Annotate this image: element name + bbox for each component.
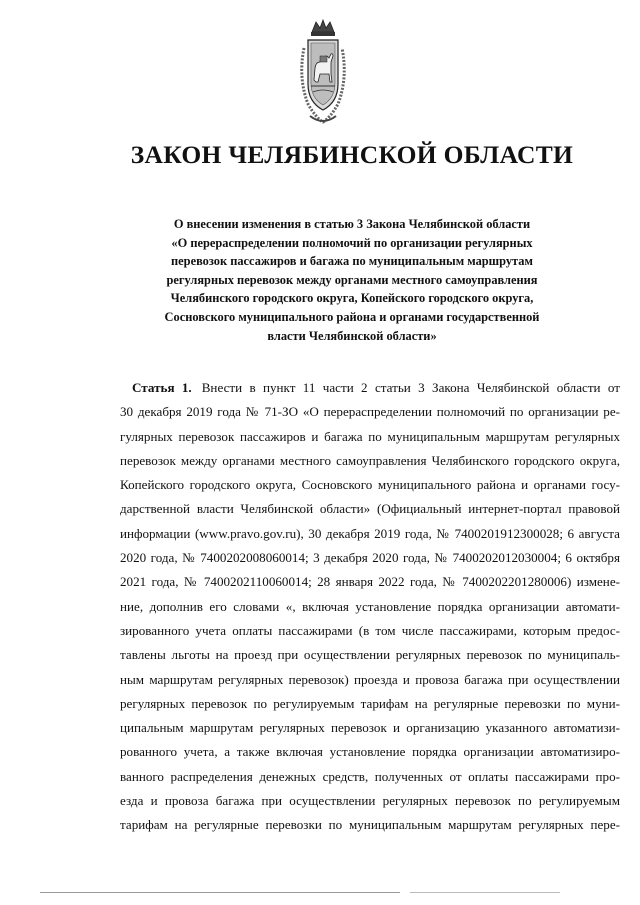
subtitle-line: Сосновского муниципального района и органами государственной <box>164 309 540 324</box>
body-line: ным маршрутам регулярных перевозок) проезда и провоза багажа при осуществлении <box>120 671 620 687</box>
article-first-line <box>120 376 620 400</box>
body-line: регулярных перевозок по регулируемым тарифам на регулярные перевозки по муни- <box>120 695 620 711</box>
body-line: езда и провоза багажа при осуществлении регулярных перевозок по регулируемым <box>120 793 620 809</box>
body-line: 2020 года, № 7400202008060014; 3 декабря 2020 года, № 7400202012030004; 6 октября <box>120 550 620 566</box>
subtitle-line: перевозок пассажиров и багажа по муниципальным маршрутам <box>171 254 533 269</box>
footer-divider <box>40 892 400 893</box>
subtitle-line: «О перераспределении полномочий по организации регулярных <box>171 235 533 250</box>
body-text: Внести в пункт 11 части 2 статьи 3 Закона Челябинской области от <box>201 380 620 395</box>
subtitle-line: О внесении изменения в статью 3 Закона Челябинской области <box>173 217 531 231</box>
body-line: Копейского городского округа, Сосновского муниципального района и органами госу- <box>120 477 620 493</box>
body-line: рованного учета, а также включая установление порядка организации автоматизиро- <box>120 744 620 760</box>
body-line: информации (www.pravo.gov.ru), 30 декабря 2019 года, № 7400201912300028; 6 августа <box>120 525 620 541</box>
coat-of-arms-icon <box>296 18 350 128</box>
article-body <box>120 376 620 838</box>
body-line: дарственной власти Челябинской области» (Официальный интернет-портал правовой <box>120 501 620 517</box>
body-line: ципальным маршрутам регулярных перевозок и организацию указанного автоматизи- <box>120 720 620 736</box>
subtitle-line: власти Челябинской области» <box>267 328 437 343</box>
body-line: ние, дополнив его словами «, включая установление порядка организации автомати- <box>120 598 620 614</box>
body-line: 2021 года, № 7400202110060014; 28 января 2022 года, № 7400202201280006) измене- <box>120 574 620 590</box>
body-line: гулярных перевозок пассажиров и багажа по муниципальным маршрутам регулярных <box>120 428 620 444</box>
page-title: ЗАКОН ЧЕЛЯБИНСКОЙ ОБЛАСТИ <box>130 140 574 169</box>
body-line: тавлены льготы на проезд при осуществлении регулярных перевозок по муниципаль- <box>120 647 620 663</box>
body-line: ванного распределения денежных средств, полученных от оплаты пассажирами про- <box>120 768 620 784</box>
footer-divider <box>410 892 560 893</box>
subtitle-line: Челябинского городского округа, Копейского городского округа, <box>170 291 534 306</box>
law-subtitle <box>120 215 584 345</box>
body-line: 30 декабря 2019 года № 71-ЗО «О перераспределении полномочий по организации ре- <box>120 404 620 420</box>
subtitle-line: регулярных перевозок между органами местного самоуправления <box>166 272 538 287</box>
body-line: перевозок между органами местного самоуправления Челябинского городского округа, <box>120 452 620 468</box>
body-line: тарифам на регулярные перевозки по муниципальным маршрутам регулярных пере- <box>120 817 620 833</box>
article-label: Статья 1. <box>132 380 192 395</box>
body-line: зированного учета оплаты пассажирами (в том числе пассажирами, которым предос- <box>120 622 620 638</box>
